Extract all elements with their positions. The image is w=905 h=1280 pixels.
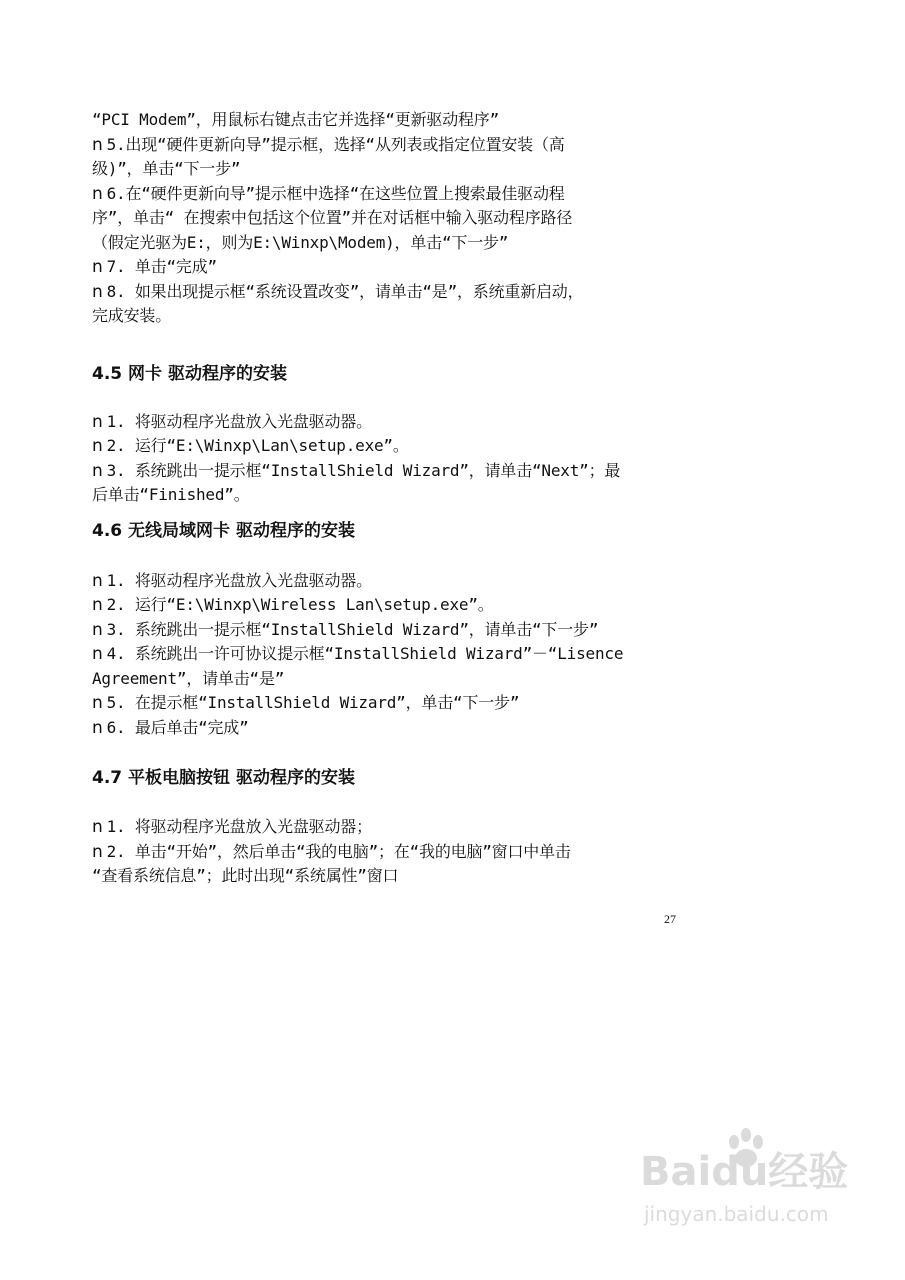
list-item <box>92 569 682 594</box>
bullet-marker: n <box>92 841 103 862</box>
section-heading-4-5: 4.5 网卡 驱动程序的安装 <box>92 363 287 384</box>
bullet-marker: n <box>92 570 103 591</box>
bullet-marker: n <box>92 619 103 640</box>
bullet-marker: n <box>92 717 103 738</box>
text-line: 完成安装。 <box>92 306 172 325</box>
list-item <box>92 642 682 667</box>
list-item <box>92 459 682 484</box>
list-item-text: 3. 系统跳出一提示框“InstallShield Wizard”，请单击“Next”；最 <box>106 460 621 480</box>
text-line: 后单击“Finished”。 <box>92 485 250 504</box>
list-item <box>92 618 682 643</box>
list-item-text: 6. 最后单击“完成” <box>106 717 249 737</box>
bullet-marker: n <box>92 595 103 615</box>
list-item-text: 6.在“硬件更新向导”提示框中选择“在这些位置上搜索最佳驱动程 <box>106 183 565 203</box>
list-item-text: 5.出现“硬件更新向导”提示框，选择“从列表或指定位置安装（高 <box>106 134 565 154</box>
bullet-marker: n <box>92 436 103 456</box>
section-4-6 <box>92 569 682 741</box>
document-page <box>92 108 682 889</box>
text-line: Agreement”，请单击“是” <box>92 668 285 688</box>
list-item <box>92 182 682 207</box>
text-line: （假定光驱为E:，则为E:\Winxp\Modem)，单击“下一步” <box>92 232 509 252</box>
list-item-text: 1. 将驱动程序光盘放入光盘驱动器。 <box>106 411 372 431</box>
list-item-text: 1. 将驱动程序光盘放入光盘驱动器。 <box>106 570 372 590</box>
bullet-marker: n <box>92 257 103 277</box>
text-line: 序”，单击“ 在搜索中包括这个位置”并在对话框中输入驱动程序路径 <box>92 208 573 227</box>
bullet-marker: n <box>92 183 103 204</box>
list-item <box>92 434 682 459</box>
list-item <box>92 133 682 158</box>
list-item-text: 2. 运行“E:\Winxp\Wireless Lan\setup.exe”。 <box>106 595 494 614</box>
list-item-text: 4. 系统跳出一许可协议提示框“InstallShield Wizard”－“Lisence <box>106 644 624 663</box>
text-line: 级)”，单击“下一步” <box>92 159 241 178</box>
page-number: 27 <box>664 912 676 926</box>
section-heading-4-6: 4.6 无线局域网卡 驱动程序的安装 <box>92 520 355 541</box>
watermark-url: jingyan.baidu.com <box>644 1202 829 1226</box>
text-line: “PCI Modem”，用鼠标右键点击它并选择“更新驱动程序” <box>92 110 500 129</box>
bullet-marker: n <box>92 817 103 837</box>
list-item <box>92 815 682 840</box>
bullet-marker: n <box>92 693 103 713</box>
list-item-text: 1. 将驱动程序光盘放入光盘驱动器； <box>106 817 372 836</box>
list-item <box>92 593 682 618</box>
bullet-marker: n <box>92 644 103 664</box>
list-item-text: 8. 如果出现提示框“系统设置改变”，请单击“是”，系统重新启动， <box>106 281 584 301</box>
list-item-text: 2. 运行“E:\Winxp\Lan\setup.exe”。 <box>106 436 409 455</box>
list-item <box>92 410 682 435</box>
list-item-text: 7. 单击“完成” <box>106 257 217 276</box>
list-item <box>92 716 682 741</box>
list-item-text: 3. 系统跳出一提示框“InstallShield Wizard”，请单击“下一步” <box>106 619 599 639</box>
bullet-marker: n <box>92 411 103 432</box>
section-heading-4-7: 4.7 平板电脑按钮 驱动程序的安装 <box>92 768 355 788</box>
section-prev <box>92 108 682 329</box>
bullet-marker: n <box>92 281 103 302</box>
list-item <box>92 255 682 280</box>
list-item <box>92 691 682 716</box>
list-item-text: 2. 单击“开始”，然后单击“我的电脑”；在“我的电脑”窗口中单击 <box>106 841 571 861</box>
bullet-marker: n <box>92 460 103 481</box>
list-item <box>92 280 682 305</box>
watermark-logo: Baidu经验 <box>640 1149 849 1195</box>
text-line: “查看系统信息”；此时出现“系统属性”窗口 <box>92 866 399 885</box>
list-item-text: 5. 在提示框“InstallShield Wizard”，单击“下一步” <box>106 693 520 712</box>
list-item <box>92 840 682 865</box>
baidu-jingyan-watermark <box>640 1140 870 1250</box>
section-4-7 <box>92 815 682 889</box>
bullet-marker: n <box>92 134 103 155</box>
section-4-5 <box>92 410 682 508</box>
